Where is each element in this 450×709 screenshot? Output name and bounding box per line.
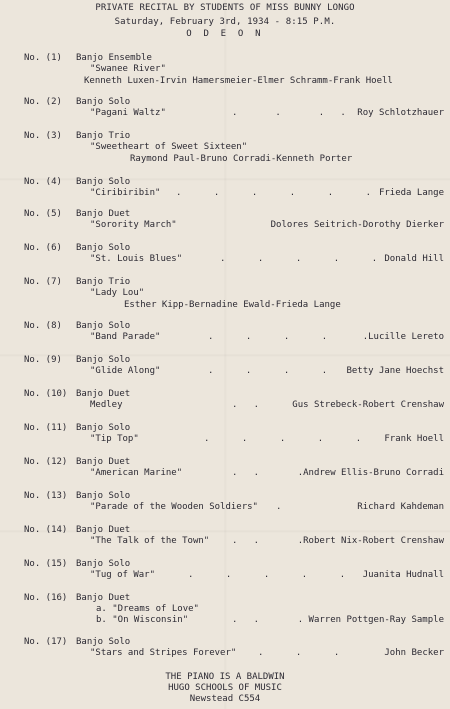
- entry-performers: .Lucille Lereto: [362, 332, 444, 342]
- entry-leader-dots: . .: [232, 536, 260, 546]
- entry-type: Banjo Solo: [76, 177, 131, 187]
- entry-number: No. (14): [24, 525, 68, 535]
- entry-type: Banjo Ensemble: [76, 53, 152, 63]
- entry-number: No. (2): [24, 97, 62, 107]
- entry-type: Banjo Solo: [76, 321, 131, 331]
- entry-type: Banjo Solo: [76, 355, 131, 365]
- entry-performers: Dolores Seitrich-Dorothy Dierker: [270, 220, 444, 230]
- entry-number: No. (16): [24, 593, 68, 603]
- entry-performers: . Warren Pottgen-Ray Sample: [297, 615, 444, 625]
- entry-leader-dots: . . . . .: [204, 434, 362, 444]
- entry-leader-dots: . . . . .: [188, 570, 346, 580]
- entry-leader-dots: . . . .: [208, 332, 328, 342]
- program-date: Saturday, February 3rd, 1934 - 8:15 P.M.: [114, 17, 336, 27]
- entry-performers: Gus Strebeck-Robert Crenshaw: [292, 400, 444, 410]
- entry-type: Banjo Solo: [76, 637, 131, 647]
- entry-leader-dots: . . . . .: [220, 254, 378, 264]
- entry-leader-dots: . . . .: [208, 366, 328, 376]
- entry-number: No. (10): [24, 389, 68, 399]
- entry-leader-dots: . . .: [258, 648, 340, 658]
- entry-leader-dots: . . . .: [232, 108, 346, 118]
- entry-number: No. (17): [24, 637, 68, 647]
- entry-performers: Raymond Paul-Bruno Corradi-Kenneth Porter: [130, 154, 353, 164]
- entry-performers: Roy Schlotzhauer: [357, 108, 444, 118]
- entry-number: No. (3): [24, 131, 62, 141]
- program-title: PRIVATE RECITAL BY STUDENTS OF MISS BUNNY LONGO: [95, 3, 355, 13]
- entry-piece: "Tug of War": [90, 570, 156, 580]
- entry-type: Banjo Duet: [76, 525, 131, 535]
- entry-piece: "Tip Top": [90, 434, 139, 444]
- entry-piece: a. "Dreams of Love": [96, 604, 199, 614]
- program-venue: O D E O N: [186, 29, 264, 39]
- entry-piece: "Pagani Waltz": [90, 108, 166, 118]
- entry-piece: "Glide Along": [90, 366, 161, 376]
- entry-performers: .Andrew Ellis-Bruno Corradi: [297, 468, 444, 478]
- entry-number: No. (4): [24, 177, 62, 187]
- entry-piece-2: b. "On Wisconsin": [96, 615, 189, 625]
- entry-type: Banjo Duet: [76, 389, 131, 399]
- entry-type: Banjo Solo: [76, 491, 131, 501]
- entry-type: Banjo Solo: [76, 559, 131, 569]
- entry-performers: Frieda Lange: [378, 188, 444, 198]
- entry-performers: Kenneth Luxen-Irvin Hamersmeier-Elmer Schramm-Frank Hoell: [84, 76, 393, 86]
- entry-type: Banjo Trio: [76, 131, 131, 141]
- entry-number: No. (7): [24, 277, 62, 287]
- entry-piece: "Stars and Stripes Forever": [90, 648, 237, 658]
- entry-performers: Betty Jane Hoechst: [346, 366, 444, 376]
- entry-type: Banjo Duet: [76, 457, 131, 467]
- entry-leader-dots: . .: [232, 615, 260, 625]
- entry-type: Banjo Duet: [76, 593, 131, 603]
- entry-number: No. (11): [24, 423, 68, 433]
- entry-piece: "Sweetheart of Sweet Sixteen": [90, 142, 248, 152]
- entry-piece: "The Talk of the Town": [90, 536, 210, 546]
- entry-leader-dots: .: [276, 502, 282, 512]
- entry-number: No. (8): [24, 321, 62, 331]
- entry-number: No. (9): [24, 355, 62, 365]
- entry-type: Banjo Trio: [76, 277, 131, 287]
- entry-piece: "Sorority March": [90, 220, 177, 230]
- entry-performers: Esther Kipp-Bernadine Ewald-Frieda Lange: [124, 300, 341, 310]
- entry-piece: "Swanee River": [90, 64, 166, 74]
- entry-number: No. (15): [24, 559, 68, 569]
- entry-type: Banjo Duet: [76, 209, 131, 219]
- footer-phone: Newstead C554: [189, 694, 261, 704]
- entry-performers: Juanita Hudnall: [362, 570, 444, 580]
- entry-leader-dots: . .: [232, 400, 260, 410]
- entry-performers: .Robert Nix-Robert Crenshaw: [297, 536, 444, 546]
- entry-leader-dots: . . . . . .: [176, 188, 372, 198]
- entry-number: No. (1): [24, 53, 62, 63]
- entry-number: No. (12): [24, 457, 68, 467]
- entry-performers: Donald Hill: [384, 254, 444, 264]
- entry-piece: "Band Parade": [90, 332, 161, 342]
- footer-piano-note: THE PIANO IS A BALDWIN: [165, 672, 285, 682]
- footer-school-name: HUGO SCHOOLS OF MUSIC: [168, 683, 282, 693]
- entry-piece: "Lady Lou": [90, 288, 145, 298]
- entry-performers: Richard Kahdeman: [357, 502, 444, 512]
- entry-piece: "Parade of the Wooden Soldiers": [90, 502, 258, 512]
- entry-performers: John Becker: [384, 648, 444, 658]
- entry-number: No. (5): [24, 209, 62, 219]
- entry-piece: "American Marine": [90, 468, 183, 478]
- entry-type: Banjo Solo: [76, 97, 131, 107]
- entry-leader-dots: . .: [232, 468, 260, 478]
- entry-number: No. (13): [24, 491, 68, 501]
- entry-type: Banjo Solo: [76, 423, 131, 433]
- entry-piece: Medley: [90, 400, 123, 410]
- entry-number: No. (6): [24, 243, 62, 253]
- entry-piece: "St. Louis Blues": [90, 254, 183, 264]
- entry-piece: "Ciribiribin": [90, 188, 161, 198]
- entry-type: Banjo Solo: [76, 243, 131, 253]
- entry-performers: Frank Hoell: [384, 434, 444, 444]
